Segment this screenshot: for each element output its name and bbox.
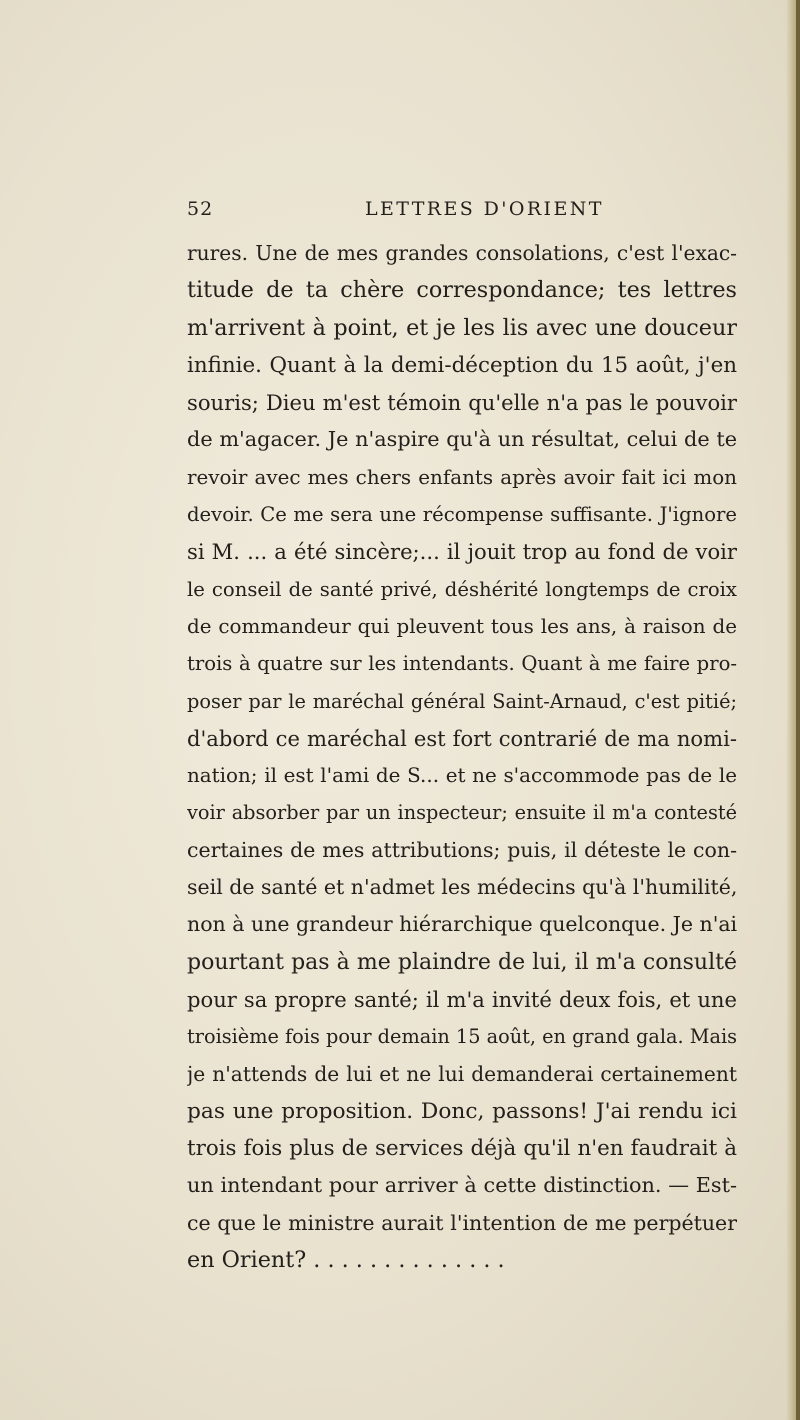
text-line: nation; il est l'ami de S... et ne s'accommode pas de le bbox=[187, 764, 737, 788]
text-line: troisième fois pour demain 15 août, en grand gala. Mais bbox=[187, 1025, 737, 1049]
text-line: trois fois plus de services déjà qu'il n'en faudrait à bbox=[187, 1136, 737, 1162]
text-line: le conseil de santé privé, déshérité longtemps de croix bbox=[187, 577, 737, 601]
text-line: infinie. Quant à la demi-déception du 15 août, j'en bbox=[187, 352, 737, 378]
text-line: je n'attends de lui et ne lui demanderai certainement bbox=[187, 1061, 737, 1086]
text-line: pas une proposition. Donc, passons! J'ai rendu ici bbox=[187, 1098, 737, 1124]
text-line: si M. ... a été sincère;... il jouit trop au fond de voir bbox=[187, 539, 737, 565]
text-line: certaines de mes attributions; puis, il déteste le con- bbox=[187, 837, 737, 862]
text-line: poser par le maréchal général Saint-Arnaud, c'est pitié; bbox=[187, 689, 737, 713]
text-line: un intendant pour arriver à cette distinction. — Est- bbox=[187, 1173, 737, 1198]
text-line: devoir. Ce me sera une récompense suffisante. J'ignore bbox=[187, 503, 737, 527]
text-line: revoir avec mes chers enfants après avoir fait ici mon bbox=[187, 465, 737, 489]
page-edge bbox=[796, 0, 800, 1420]
body-text bbox=[187, 235, 737, 1279]
text-line: pourtant pas à me plaindre de lui, il m'a consulté bbox=[187, 949, 737, 975]
text-line: d'abord ce maréchal est fort contrarié de ma nomi- bbox=[187, 725, 737, 751]
text-line: voir absorber par un inspecteur; ensuite il m'a contesté bbox=[187, 801, 737, 825]
text-line: souris; Dieu m'est témoin qu'elle n'a pas le pouvoir bbox=[187, 390, 737, 416]
page-header bbox=[187, 198, 737, 224]
text-line: rures. Une de mes grandes consolations, c'est l'exac- bbox=[187, 241, 737, 265]
running-title: LETTRES D'ORIENT bbox=[365, 198, 604, 220]
text-line: trois à quatre sur les intendants. Quant à me faire pro- bbox=[187, 652, 737, 676]
text-line: pour sa propre santé; il m'a invité deux fois, et une bbox=[187, 986, 737, 1012]
page-number: 52 bbox=[187, 198, 214, 220]
text-line: titude de ta chère correspondance; tes lettres bbox=[187, 277, 737, 304]
text-line: m'arrivent à point, et je les lis avec une douceur bbox=[187, 314, 737, 341]
text-line: seil de santé et n'admet les médecins qu'à l'humilité, bbox=[187, 875, 737, 900]
text-line: en Orient? . . . . . . . . . . . . . . bbox=[187, 1247, 505, 1274]
text-line: ce que le ministre aurait l'intention de me perpétuer bbox=[187, 1210, 737, 1235]
text-line: non à une grandeur hiérarchique quelconque. Je n'ai bbox=[187, 912, 737, 937]
text-line: de commandeur qui pleuvent tous les ans, à raison de bbox=[187, 614, 737, 638]
text-line: de m'agacer. Je n'aspire qu'à un résultat, celui de te bbox=[187, 427, 737, 452]
